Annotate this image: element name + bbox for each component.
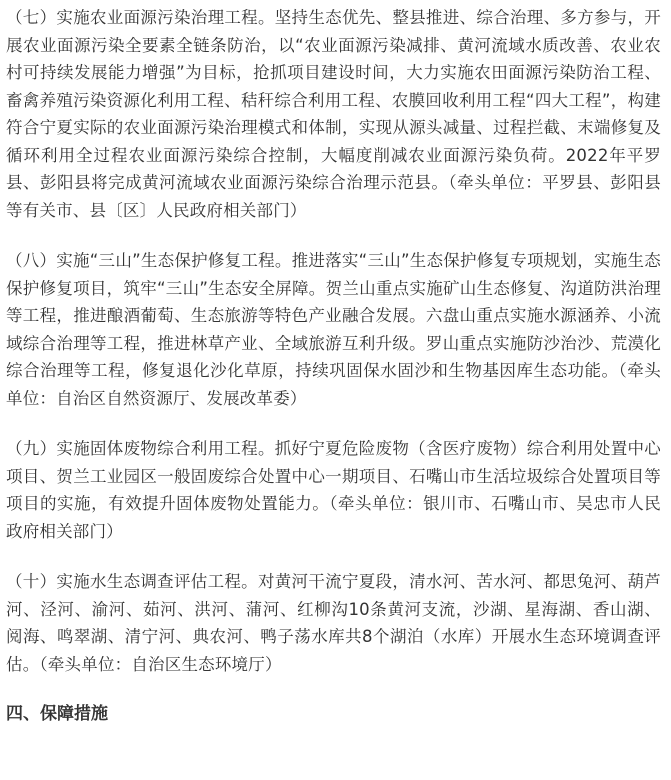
paragraph-item-9: （九）实施固体废物综合利用工程。抓好宁夏危险废物（含医疗废物）综合利用处置中心项目、贺兰工业园区一般固废综合处置中心一期项目、石嘴山市生活垃圾综合处置项目等项目的实施，有效提升固体废物处置能力。（牵头单位：银川市、石嘴山市、吴忠市人民政府相关部门） — [6, 439, 661, 541]
paragraph-item-10: （十）实施水生态调查评估工程。对黄河干流宁夏段，清水河、苦水河、都思兔河、葫芦河、泾河、渝河、茹河、洪河、蒲河、红柳沟10条黄河支流，沙湖、星海湖、香山湖、阅海、鸣翠湖、清宁河、典农河、鸭子荡水库共8个湖泊（水库）开展水生态环境调查评估。（牵头单位：自治区生态环境厅） — [6, 572, 661, 674]
paragraph-item-7: （七）实施农业面源污染治理工程。坚持生态优先、整县推进、综合治理、多方参与，开展农业面源污染全要素全链条防治，以“农业面源污染减排、黄河流域水质改善、农业农村可持续发展能力增强”为目标，抢抓项目建设时间，大力实施农田面源污染防治工程、畜禽养殖污染资源化利用工程、秸秆综合利用工程、农膜回收利用工程“四大工程”，构建符合宁夏实际的农业面源污染治理模式和体制，实现从源头减量、过程拦截、末端修复及循环利用全过程农业面源污染综合控制，大幅度削减农业面源污染负荷。2022年平罗县、彭阳县将完成黄河流域农业面源污染综合治理示范县。（牵头单位：平罗县、彭阳县等有关市、县〔区〕人民政府相关部门） — [6, 8, 661, 220]
section-heading: 四、保障措施 — [6, 704, 108, 724]
paragraph-item-8: （八）实施“三山”生态保护修复工程。推进落实“三山”生态保护修复专项规划，实施生态保护修复项目，筑牢“三山”生态安全屏障。贺兰山重点实施矿山生态修复、沟道防洪治理等工程，推进酿酒葡萄、生态旅游等特色产业融合发展。六盘山重点实施水源涵养、小流域综合治理等工程，推进林草产业、全域旅游互利升级。罗山重点实施防沙治沙、荒漠化综合治理等工程，修复退化沙化草原，持续巩固保水固沙和生物基因库生态功能。（牵头单位：自治区自然资源厅、发展改革委） — [6, 251, 661, 408]
